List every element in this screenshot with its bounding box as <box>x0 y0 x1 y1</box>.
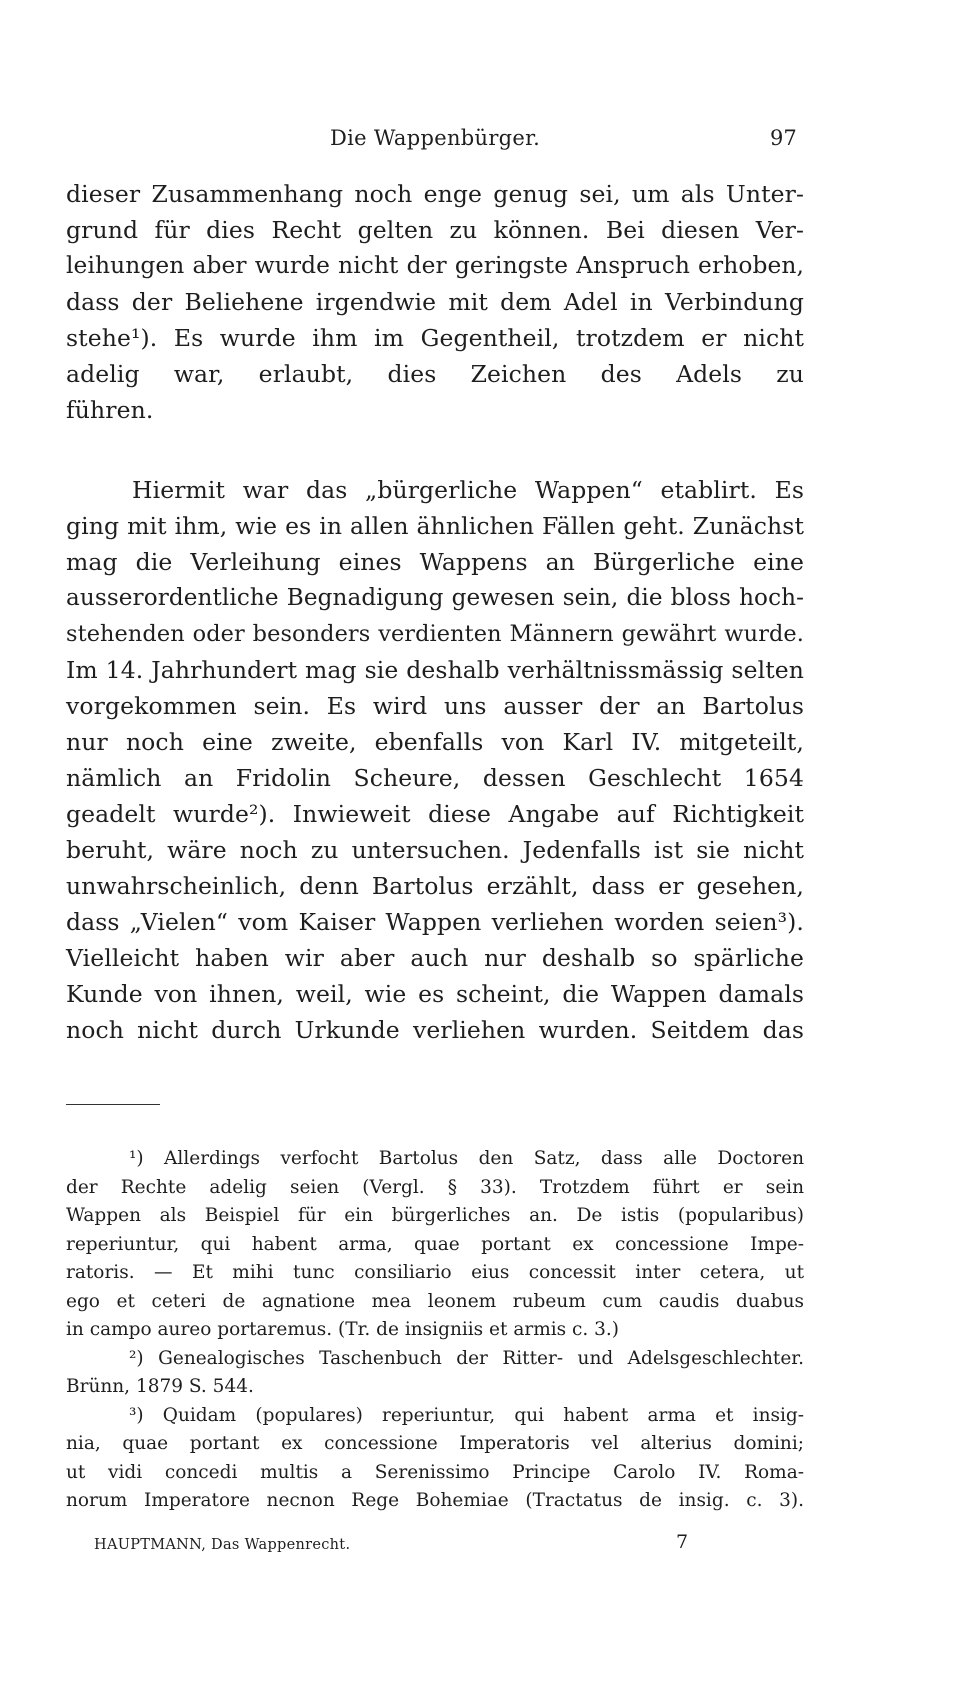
text-line: noch nicht durch Urkunde verliehen wurden. Seitdem das <box>66 1016 804 1044</box>
paragraph-2 <box>66 472 804 1048</box>
footnote-1 <box>66 1145 804 1345</box>
text-line: dieser Zusammenhang noch enge genug sei, um als Unter- <box>66 180 804 208</box>
text-line: Im 14. Jahrhundert mag sie deshalb verhältnissmässig selten <box>66 656 804 684</box>
text-line: leihungen aber wurde nicht der geringste Anspruch erhoben, <box>66 252 804 279</box>
text-line: führen. <box>66 396 154 424</box>
printer-signature: HAUPTMANN, Das Wappenrecht. <box>94 1537 351 1553</box>
footnote-2 <box>66 1345 804 1402</box>
text-line: adelig war, erlaubt, dies Zeichen des Adels zu <box>66 360 804 388</box>
text-line: Kunde von ihnen, weil, wie es scheint, die Wappen damals <box>66 980 804 1008</box>
body-text <box>66 176 804 1048</box>
footnote-line: norum Imperatore necnon Rege Bohemiae (Tractatus de insig. c. 3). <box>66 1490 804 1511</box>
text-line: stehe¹). Es wurde ihm im Gegentheil, trotzdem er nicht <box>66 324 804 352</box>
text-line: mag die Verleihung eines Wappens an Bürgerliche eine <box>66 548 804 576</box>
footnote-line: ¹) Allerdings verfocht Bartolus den Satz, dass alle Doctoren <box>129 1148 804 1169</box>
footnotes <box>66 1145 804 1516</box>
footnote-line: der Rechte adelig seien (Vergl. § 33). Trotzdem führt er sein <box>66 1176 804 1198</box>
text-line: dass „Vielen“ vom Kaiser Wappen verliehen worden seien³). <box>66 908 804 936</box>
text-line: vorgekommen sein. Es wird uns ausser der an Bartolus <box>66 692 804 720</box>
page-header <box>0 126 960 156</box>
text-line: geadelt wurde²). Inwieweit diese Angabe auf Richtigkeit <box>66 800 804 828</box>
text-line: grund für dies Recht gelten zu können. Bei diesen Ver- <box>66 216 804 244</box>
footnote-line: ut vidi concedi multis a Serenissimo Principe Carolo IV. Roma- <box>66 1461 804 1483</box>
footnote-3 <box>66 1402 804 1516</box>
text-line: ausserordentliche Begnadigung gewesen sein, die bloss hoch- <box>66 585 804 611</box>
footnote-line: in campo aureo portaremus. (Tr. de insigniis et armis c. 3.) <box>66 1319 620 1340</box>
text-line: nur noch eine zweite, ebenfalls von Karl IV. mitgeteilt, <box>66 728 804 756</box>
footnote-line: ego et ceteri de agnatione mea leonem rubeum cum caudis duabus <box>66 1290 804 1312</box>
text-line: Vielleicht haben wir aber auch nur deshalb so spärliche <box>66 944 804 972</box>
page-number: 97 <box>770 126 797 150</box>
text-line: ging mit ihm, wie es in allen ähnlichen Fällen geht. Zunächst <box>66 512 804 540</box>
footnote-line: ²) Genealogisches Taschenbuch der Ritter- und Adelsgeschlechter. <box>129 1347 804 1369</box>
paragraph-1 <box>66 176 804 428</box>
footnote-line: Brünn, 1879 S. 544. <box>66 1376 254 1397</box>
footnote-line: ratoris. — Et mihi tunc consiliario eius concessit inter cetera, ut <box>66 1262 804 1283</box>
text-line: stehenden oder besonders verdienten Männern gewährt wurde. <box>66 621 804 647</box>
signature-mark: 7 <box>676 1531 689 1553</box>
text-line: dass der Beliehene irgendwie mit dem Adel in Verbindung <box>66 288 804 316</box>
page-footer <box>0 1531 960 1559</box>
text-line: nämlich an Fridolin Scheure, dessen Geschlecht 1654 <box>66 764 804 792</box>
text-line: unwahrscheinlich, denn Bartolus erzählt, dass er gesehen, <box>66 872 804 900</box>
text-line: Hiermit war das „bürgerliche Wappen“ etablirt. Es <box>132 476 804 504</box>
footnote-line: reperiuntur, qui habent arma, quae portant ex concessione Impe- <box>66 1233 804 1255</box>
running-title: Die Wappenbürger. <box>330 126 541 150</box>
text-line: beruht, wäre noch zu untersuchen. Jedenfalls ist sie nicht <box>66 836 804 864</box>
footnote-line: nia, quae portant ex concessione Imperatoris vel alterius domini; <box>66 1433 804 1454</box>
footnote-separator <box>66 1104 160 1105</box>
footnote-line: Wappen als Beispiel für ein bürgerliches an. De istis (popularibus) <box>66 1205 804 1226</box>
footnote-line: ³) Quidam (populares) reperiuntur, qui habent arma et insig- <box>129 1404 804 1426</box>
paragraph-gap <box>66 428 804 472</box>
